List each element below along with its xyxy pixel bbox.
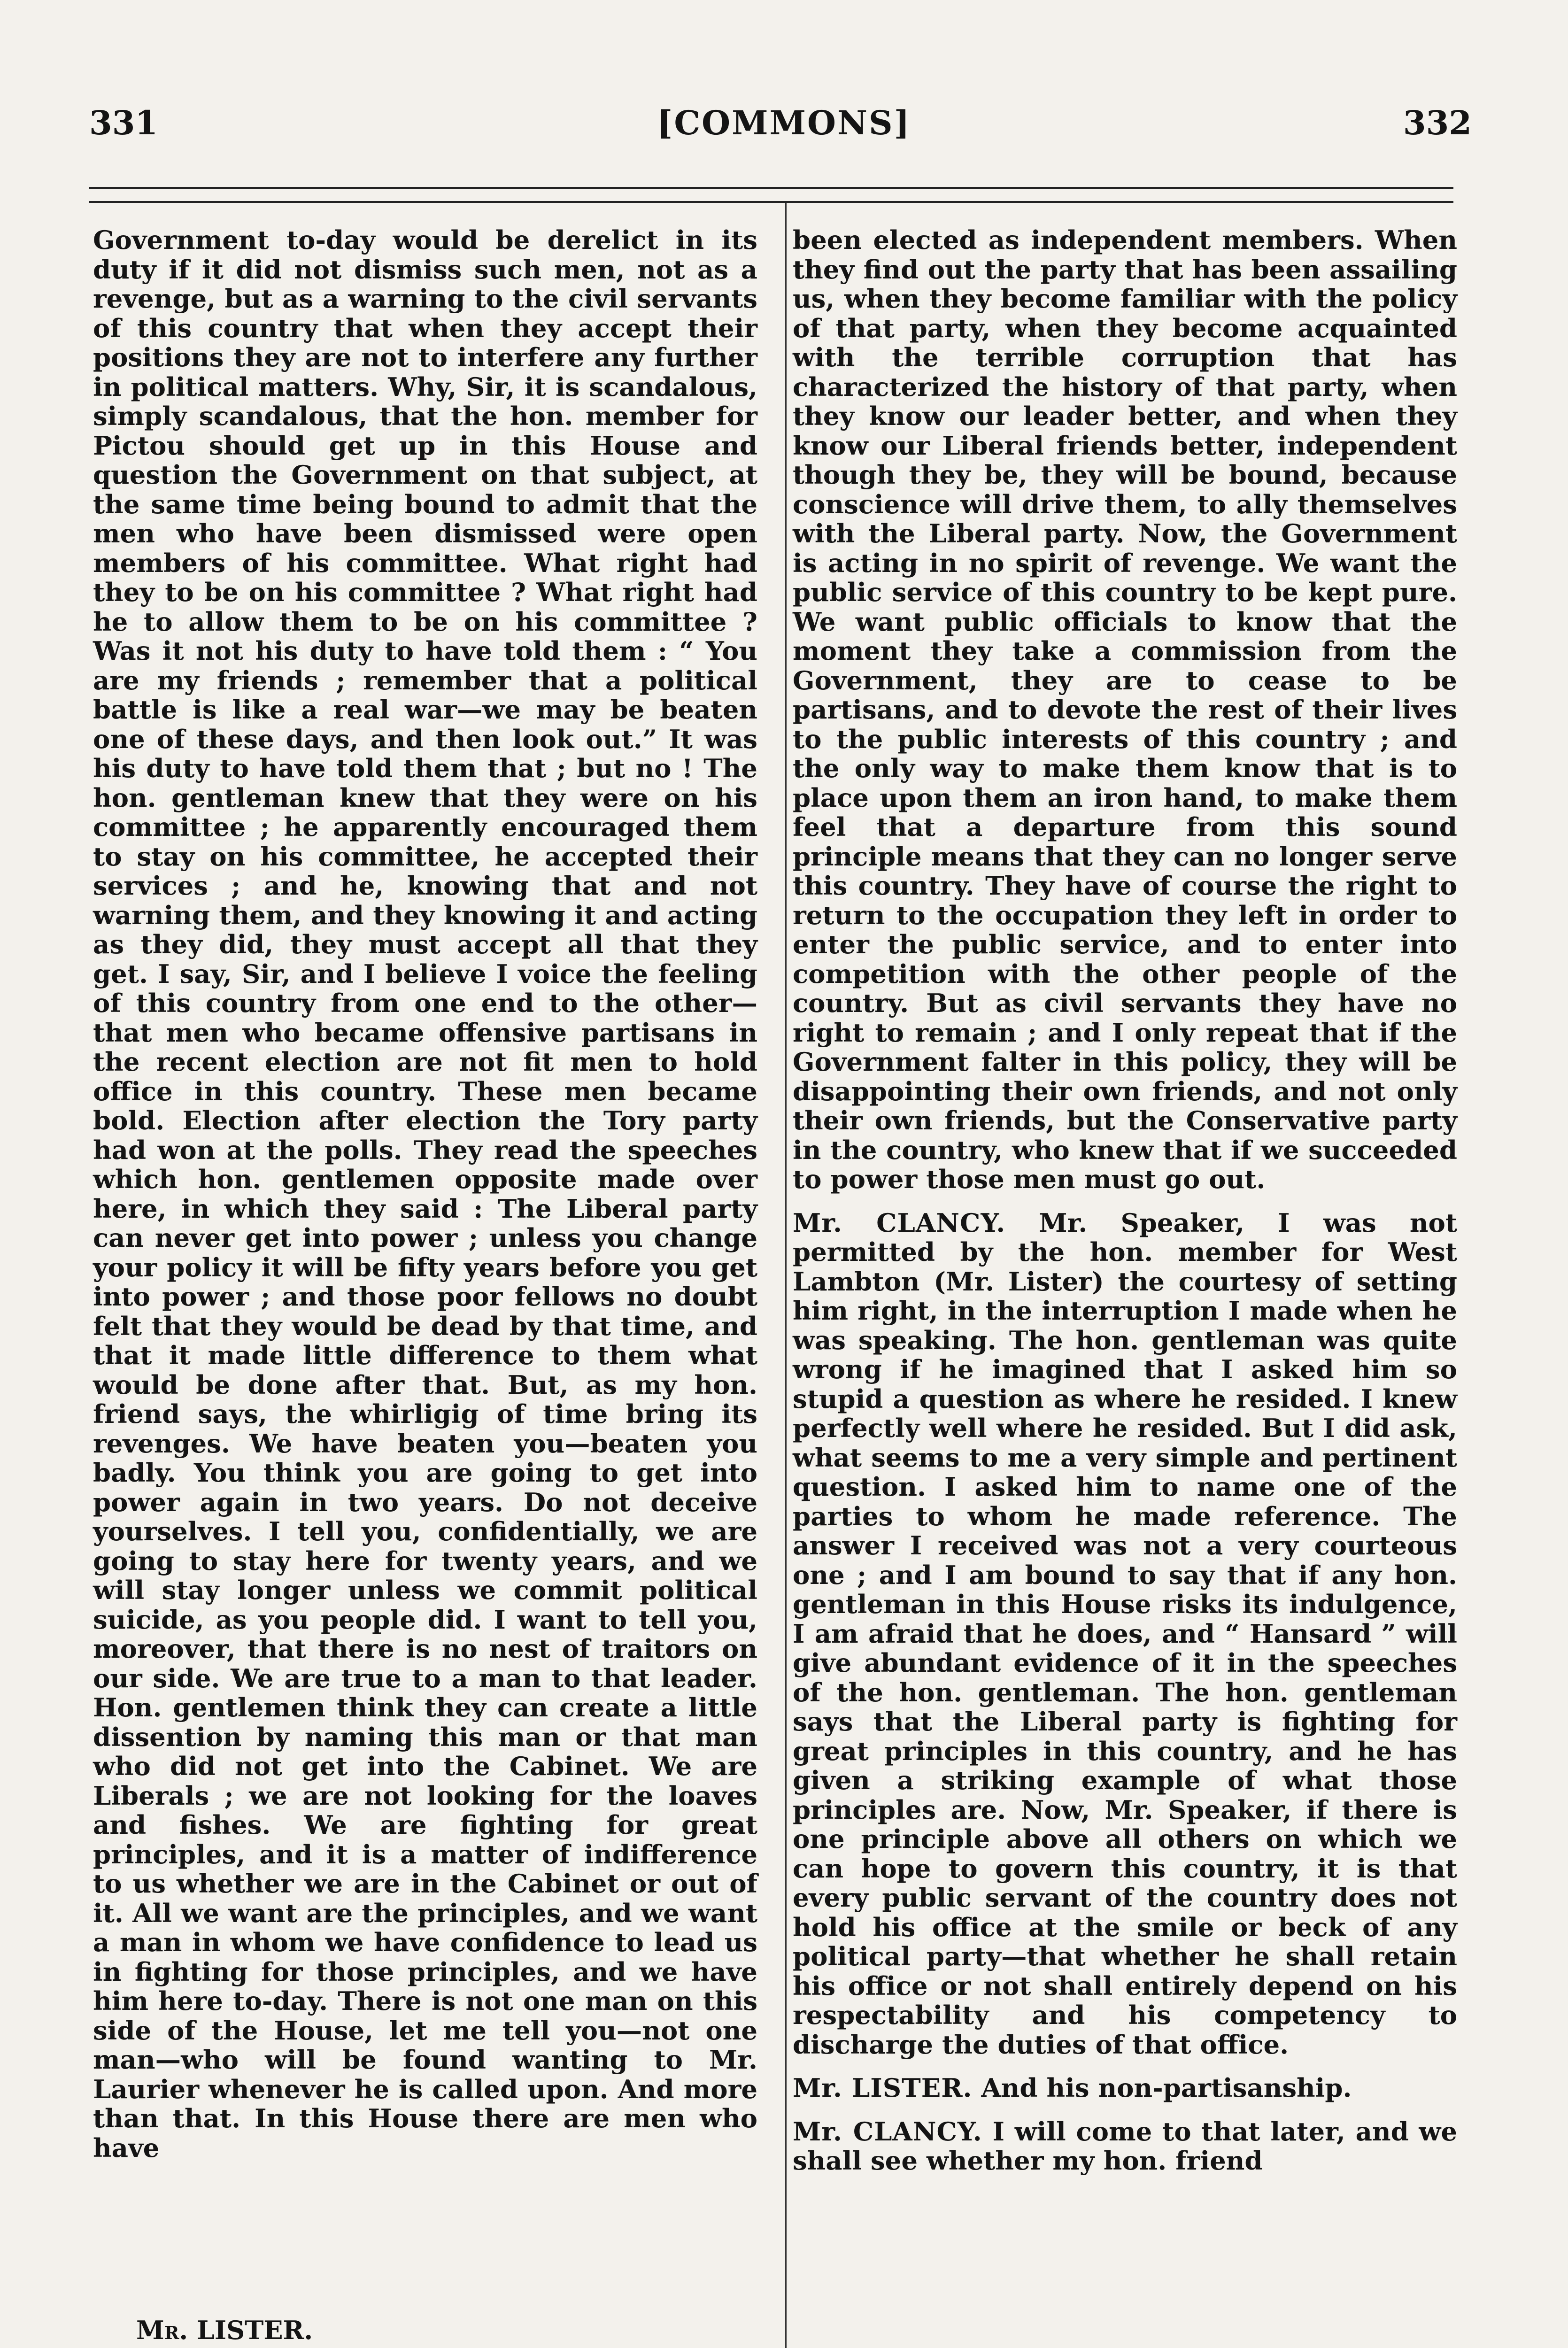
speaker-name: Mr. LISTER.: [793, 2073, 973, 2103]
column-divider: [785, 203, 787, 2348]
left-paragraph: Government to-day would be derelict in its duty if it did not dismiss such men, not as a revenge, but as a warning to the civil servants of this country that when they accept their positions they are not to interfere any further in political matters. Why, Sir, it is scandalous, simply scandalous, that the hon. member for Pictou should get up in this House and question the Government on that subject, at the same time being bound to admit that the men who have been dismissed were open members of his committee. What right had they to be on his committee ? What right had he to allow them to be on his committee ? Was it not his duty to have told them : “ You are my friends ; remember that a political battle is like a real war—we may be beaten one of these days, and then look out.” It was his duty to have told them that ; but no ! The hon. gentleman knew that they were on his committee ; he apparently encouraged them to stay on his committee, he accepted their services ; and he, knowing that and not warning them, and they knowing it and acting as they did, they must accept all that they get. I say, Sir, and I believe I voice the feeling of this country from one end to the other—that men who became offensive partisans in the recent election are not fit men to hold office in this country. These men became bold. Election after election the Tory party had won at the polls. They read the speeches which hon. gentlemen opposite made over here, in which they said : The Liberal party can never get into power ; unless you change your policy it will be fifty years before you get into power ; and those poor fellows no doubt felt that they would be dead by that time, and that it made little difference to them what would be done after that. But, as my hon. friend says, the whirligig of time bring its revenges. We have beaten you—beaten you badly. You think you are going to get into power again in two years. Do not deceive yourselves. I tell you, confidentially, we are going to stay here for twenty years, and we will stay longer unless we commit political suicide, as you people did. I want to tell you, moreover, that there is no nest of traitors on our side. We are true to a man to that leader. Hon. gentlemen think they can create a little dissention by naming this man or that man who did not get into the Cabinet. We are Liberals ; we are not looking for the loaves and fishes. We are fighting for great principles, and it is a matter of indifference to us whether we are in the Cabinet or out of it. All we want are the principles, and we want a man in whom we have confidence to lead us in fighting for those principles, and we have him here to-day. There is not one man on this side of the House, let me tell you—not one man—who will be found wanting to Mr. Laurier whenever he is called upon. And more than that. In this House there are men who have: [93, 225, 757, 2163]
speech-clancy-1: [793, 1208, 1457, 2060]
right-paragraph-continuation: been elected as independent members. When they find out the party that has been assailing us, when they become familiar with the policy of that party, when they become acquainted with the terrible corruption that has characterized the history of that party, when they know our leader better, and when they know our Liberal friends better, independent though they be, they will be bound, because conscience will drive them, to ally themselves with the Liberal party. Now, the Government is acting in no spirit of revenge. We want the public service of this country to be kept pure. We want public officials to know that the moment they take a commission from the Government, they are to cease to be partisans, and to devote the rest of their lives to the public interests of this country ; and the only way to make them know that is to place upon them an iron hand, to make them feel that a departure from this sound principle means that they can no longer serve this country. They have of course the right to return to the occupation they left in order to enter the public service, and to enter into competition with the other people of the country. But as civil servants they have no right to remain ; and I only repeat that if the Government falter in this policy, they will be disappointing their own friends, and not only their own friends, but the Conservative party in the country, who knew that if we succeeded to power those men must go out.: [793, 225, 1457, 1194]
left-column: [93, 225, 757, 2163]
speech-clancy-2: [793, 2117, 1457, 2176]
page-number-right: 332: [1403, 103, 1472, 142]
catchword: Mr. LISTER.: [136, 2315, 313, 2345]
speech-lister: [793, 2073, 1457, 2103]
page-title: [COMMONS]: [657, 103, 911, 142]
header-rule-bottom: [89, 201, 1453, 203]
speech-text: Mr. Speaker, I was not permitted by the hon. member for West Lambton (Mr. Lister) the courtesy of setting him right, in the interruption I made when he was speaking. The hon. gentleman was quite wrong if he imagined that I asked him so stupid a question as where he resided. I knew perfectly well where he resided. But I did ask, what seems to me a very simple and pertinent question. I asked him to name one of the parties to whom he made reference. The answer I received was not a very courteous one ; and I am bound to say that if any hon. gentleman in this House risks its indulgence, I am afraid that he does, and “ Hansard ” will give abundant evidence of it in the speeches of the hon. gentleman. The hon. gentleman says that the Liberal party is fighting for great principles in this country, and he has given a striking example of what those principles are. Now, Mr. Speaker, if there is one principle above all others on which we can hope to govern this country, it is that every public servant of the country does not hold his office at the smile or beck of any political party—that whether he shall retain his office or not shall entirely depend on his respectability and his competency to discharge the duties of that office.: [793, 1207, 1457, 2060]
page-number-left: 331: [89, 103, 158, 142]
page-header: [0, 0, 1568, 197]
speaker-name: Mr. CLANCY.: [793, 2116, 982, 2147]
speaker-name: Mr. CLANCY.: [793, 1207, 1006, 1238]
right-column: [793, 225, 1457, 2176]
header-rule-top: [89, 187, 1453, 189]
speech-text: I will come to that later, and we shall see whether my hon. friend: [793, 2116, 1457, 2176]
speech-text: And his non-partisanship.: [972, 2073, 1352, 2103]
